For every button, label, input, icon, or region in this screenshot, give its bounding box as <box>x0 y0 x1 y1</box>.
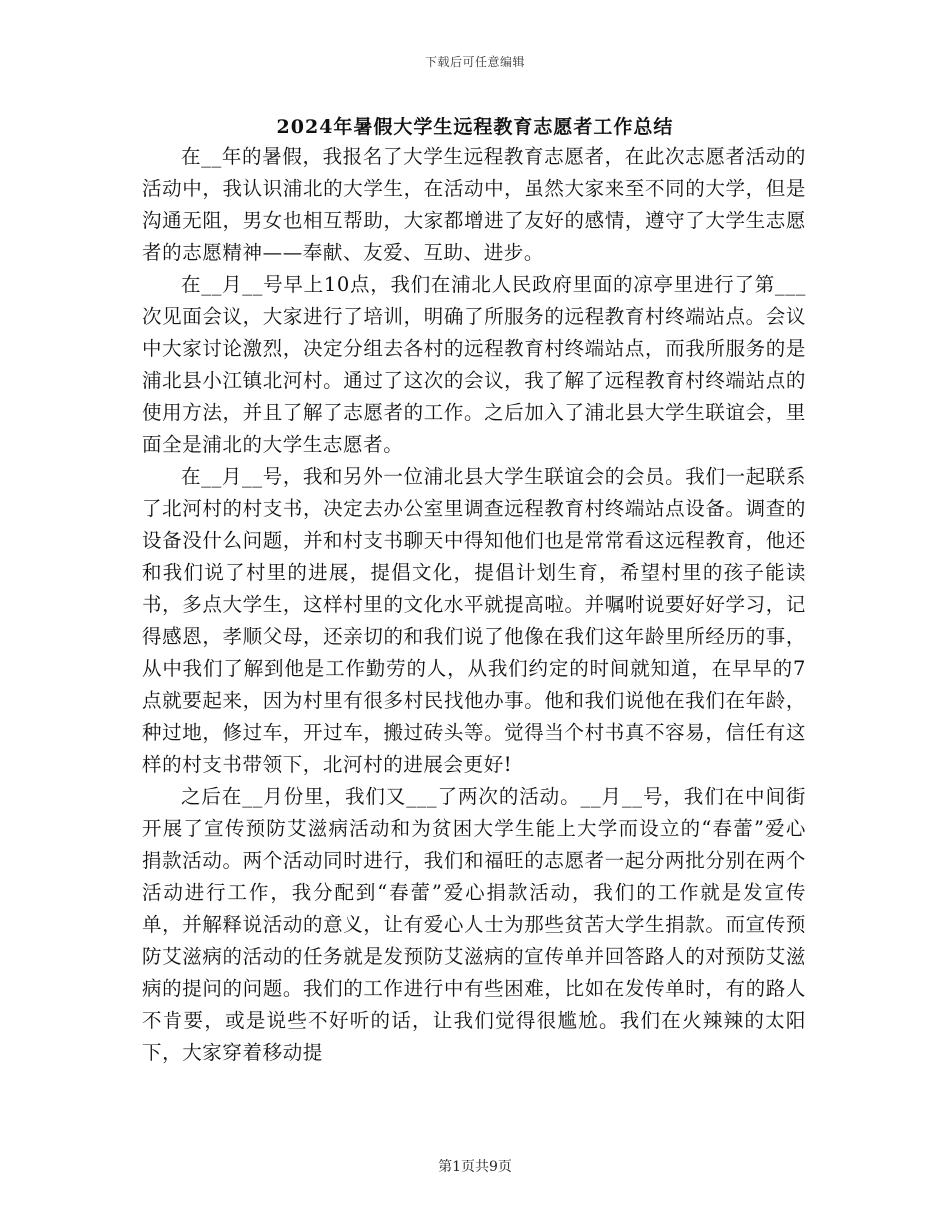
document-title: 2024年暑假大学生远程教育志愿者工作总结 <box>276 116 674 138</box>
page-number: 第1页共9页 <box>438 1159 512 1175</box>
document-body <box>142 141 806 1069</box>
paragraph: 在__月__号早上10点，我们在浦北人民政府里面的凉亭里进行了第___次见面会议，大家进行了培训，明确了所服务的远程教育村终端站点。会议中大家讨论激烈，决定分组去各村的远程教育村终端站点，而我所服务的是浦北县小江镇北河村。通过了这次的会议，我了解了远程教育村终端站点的使用方法，并且了解了志愿者的工作。之后加入了浦北县大学生联谊会，里面全是浦北的大学生志愿者。 <box>142 273 806 456</box>
paragraph: 在__年的暑假，我报名了大学生远程教育志愿者，在此次志愿者活动的活动中，我认识浦北的大学生，在活动中，虽然大家来至不同的大学，但是沟通无阻，男女也相互帮助，大家都增进了友好的感情，遵守了大学生志愿者的志愿精神——奉献、友爱、互助、进步。 <box>142 145 806 264</box>
header-note: 下载后可任意编辑 <box>424 55 525 69</box>
paragraph: 在__月__号，我和另外一位浦北县大学生联谊会的会员。我们一起联系了北河村的村支书，决定去办公室里调查远程教育村终端站点设备。调查的设备没什么问题，并和村支书聊天中得知他们也是常常看这远程教育，他还和我们说了村里的进展，提倡文化，提倡计划生育，希望村里的孩子能读书，多点大学生，这样村里的文化水平就提高啦。并嘱咐说要好好学习，记得感恩，孝顺父母，还亲切的和我们说了他像在我们这年龄里所经历的事，从中我们了解到他是工作勤劳的人，从我们约定的时间就知道，在早早的7点就要起来，因为村里有很多村民找他办事。他和我们说他在我们在年龄，种过地，修过车，开过车，搬过砖头等。觉得当个村书真不容易，信任有这样的村支书带领下，北河村的进展会更好! <box>142 465 806 776</box>
paragraph: 之后在__月份里，我们又___了两次的活动。__月__号，我们在中间街开展了宣传预防艾滋病活动和为贫困大学生能上大学而设立的“春蕾”爱心捐款活动。两个活动同时进行，我们和福旺的志愿者一起分两批分别在两个活动进行工作，我分配到“春蕾”爱心捐款活动，我们的工作就是发宣传单，并解释说活动的意义，让有爱心人士为那些贫苦大学生捐款。而宣传预防艾滋病的活动的任务就是发预防艾滋病的宣传单并回答路人的对预防艾滋病的提问的问题。我们的工作进行中有些困难，比如在发传单时，有的路人不肯要，或是说些不好听的话，让我们觉得很尴尬。我们在火辣辣的太阳下，大家穿着移动提 <box>142 785 806 1064</box>
